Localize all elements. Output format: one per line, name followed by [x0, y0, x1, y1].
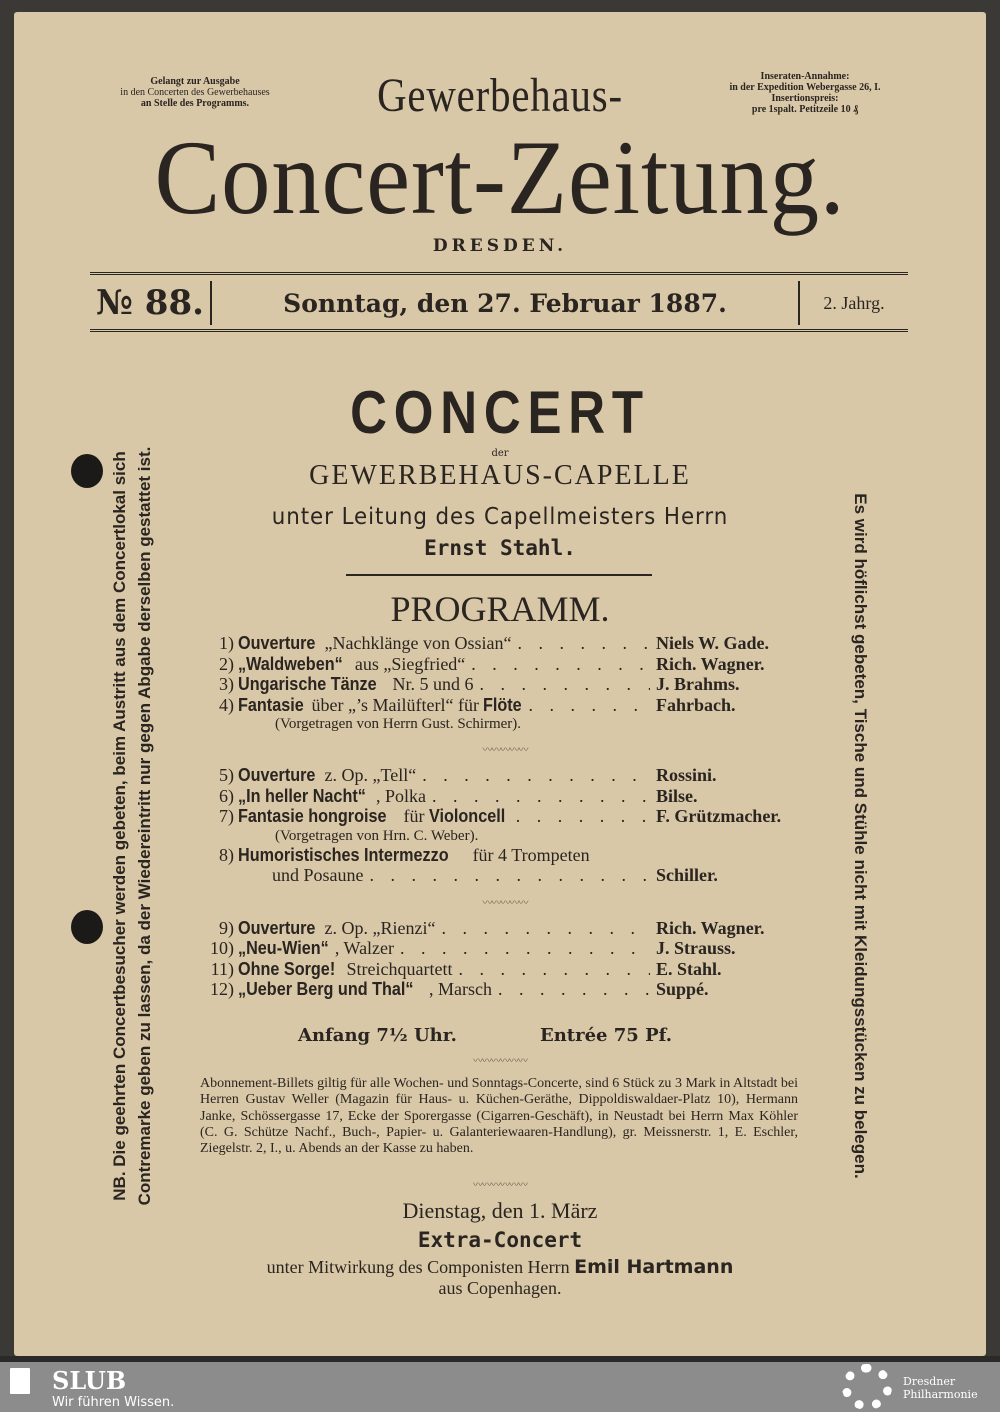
concert-title: CONCERT [350, 379, 650, 446]
side-note-left-2: Contremarke geben zu lassen, da der Wiedereintritt nur gegen Abgabe derselben gestattet ist. [135, 446, 154, 1206]
note-line: pre 1spalt. Petitzeile 10 ₰ [751, 104, 859, 115]
slub-book-icon [10, 1368, 30, 1394]
composer: Niels W. Gade. [656, 633, 770, 653]
side-note-right: Es wird höflichst gebeten, Tische und Stühle nicht mit Kleidungsstücken zu belegen. [851, 493, 870, 1179]
entrance-price: Entrée 75 Pf. [540, 1025, 672, 1046]
item-title [238, 654, 650, 675]
dot-leader [510, 806, 650, 827]
item-title [238, 633, 650, 654]
program-item [200, 979, 810, 1000]
next-concert-line [190, 1256, 810, 1278]
mitwirkung-text: unter Mitwirkung des Componisten Herrn [266, 1257, 570, 1277]
partner-logo[interactable] [903, 1375, 978, 1401]
item-number: 8) [219, 844, 234, 865]
work-title: „In heller Nacht“ [238, 785, 366, 806]
composer: J. Strauss. [656, 938, 736, 958]
slub-logo[interactable]: SLUB [52, 1366, 127, 1395]
item-number: 5) [219, 765, 234, 785]
program-item [200, 959, 810, 980]
work-title: Ouverture [238, 917, 316, 938]
item-title [238, 918, 650, 939]
note-line: Inseraten-Annahme: [760, 71, 850, 82]
program-item [200, 765, 810, 786]
work-title: Fantasie hongroise [238, 806, 387, 826]
next-concert-origin: aus Copenhagen. [438, 1278, 562, 1298]
note-line: in den Concerten des Gewerbehauses [120, 87, 270, 98]
work-title: Humoristisches Intermezzo [238, 844, 449, 865]
work-detail: aus „Siegfried“ [350, 653, 466, 674]
note-line: Gelangt zur Ausgabe [150, 76, 240, 87]
program-item [200, 806, 810, 827]
item-number: 1) [219, 633, 234, 653]
item-title [238, 845, 650, 866]
dot-leader [394, 938, 650, 959]
program-item [200, 674, 810, 695]
work-title: „Waldweben“ [238, 653, 343, 674]
work-detail: über „’s Mailüfterl“ für [307, 694, 484, 715]
dot-leader [452, 959, 650, 980]
dot-leader [465, 654, 650, 675]
work-detail: für 4 Trompeten [468, 844, 590, 865]
work-detail: für [399, 806, 430, 826]
work-detail: , Marsch [429, 979, 493, 999]
issue-year: 2. Jahrg. [823, 292, 885, 313]
ornament-divider: 〰〰〰〰〰〰 [473, 1180, 527, 1191]
item-title [238, 959, 650, 980]
leitung-line: unter Leitung des Capellmeisters Herrn [271, 504, 729, 530]
program-item [200, 918, 810, 939]
item-title [238, 695, 650, 716]
item-title [238, 786, 650, 807]
program-item [200, 938, 810, 959]
item-number: 6) [219, 785, 234, 806]
composer: Rossini. [656, 765, 717, 785]
composer: Rich. Wagner. [656, 653, 765, 674]
issue-date: Sonntag, den 27. Februar 1887. [283, 288, 727, 318]
program-list [200, 633, 810, 1000]
side-note-left-1: NB. Die geehrten Concertbesucher werden gebeten, beim Austritt aus dem Concertlokal sich [110, 451, 129, 1201]
punch-hole [71, 454, 103, 488]
masthead-title: Concert-Zeitung. [154, 119, 846, 236]
program-item [200, 845, 810, 866]
performer-note: (Vorgetragen von Herrn Gust. Schirmer). [275, 716, 522, 732]
dot-leader [426, 786, 650, 807]
philharmonie-logo-icon [842, 1364, 892, 1410]
issue-bar [90, 272, 908, 332]
work-title: „Neu-Wien“ [238, 938, 329, 958]
work-detail: z. Op. „Rienzi“ [320, 917, 436, 938]
concert-der: der [491, 448, 509, 459]
note-line: an Stelle des Programms. [140, 98, 250, 109]
dot-leader [435, 918, 650, 939]
composer [650, 845, 810, 866]
issue-number: № 88. [96, 283, 204, 323]
dot-leader [492, 979, 650, 1000]
orchestra-name: GEWERBEHAUS-CAPELLE [309, 460, 691, 491]
item-number: 3) [219, 674, 234, 694]
item-title [238, 674, 650, 695]
work-title: Violoncell [429, 806, 506, 826]
programm-heading: PROGRAMM. [390, 589, 610, 629]
work-detail: „Nachklänge von Ossian“ [320, 633, 512, 653]
abonnement-text: Abonnement-Billets giltig für alle Wochen- und Sonntags-Concerte, sind 6 Stück zu 3 Mark in Altstadt bei Herren Gustav Weller (Magazin für Haus- u. Küchen-Geräthe, Dippoldiswaldaer-Platz 10), Hermann Janke, Schössergasse 17, Ecke der Sporergasse (Cigarren-Geschäft), in Neustadt bei Herrn Max Köhler (C. G. Schütze Nachf., Buch-, Papier- u. Galanteriewaaren-Handlung), gr. Meissnerstr. 1, E. Eschler, Ziegelstr. 2, I., u. Abends an der Kasse zu haben. [200, 1076, 798, 1157]
item-title [238, 938, 650, 959]
partner-name-line: Dresdner [903, 1375, 956, 1388]
composer: Rich. Wagner. [656, 917, 765, 938]
composer: Schiller. [656, 865, 718, 885]
dot-leader [522, 695, 650, 716]
left-header-note [100, 76, 290, 109]
note-line: Insertionspreis: [771, 93, 839, 104]
next-concert-date: Dienstag, den 1. März [402, 1198, 598, 1223]
slub-tagline: Wir führen Wissen. [52, 1395, 175, 1410]
item-title [238, 979, 650, 1000]
item-number: 11) [210, 958, 234, 979]
work-detail: und Posaune [272, 865, 364, 885]
item-number [200, 865, 238, 886]
item-number: 4) [219, 694, 234, 715]
program-item [200, 633, 810, 654]
dot-leader [416, 765, 650, 786]
program-item [200, 654, 810, 675]
item-number: 9) [219, 917, 234, 938]
start-time: Anfang 7½ Uhr. [298, 1025, 457, 1046]
composer: E. Stahl. [656, 958, 722, 979]
work-detail: z. Op. „Tell“ [320, 765, 417, 785]
work-title: Ouverture [238, 633, 316, 653]
divider [346, 574, 652, 576]
composer: Suppé. [656, 979, 709, 999]
next-concert-title: Extra-Concert [417, 1228, 583, 1252]
item-title [238, 765, 650, 786]
item-number: 7) [219, 806, 234, 826]
ornament-divider: 〰〰〰〰〰 [482, 897, 528, 909]
composer: Bilse. [656, 785, 698, 806]
footer-bar [0, 1362, 1000, 1412]
performer-note: (Vorgetragen von Hrn. C. Weber). [275, 827, 479, 844]
ornament-divider: 〰〰〰〰〰 [482, 745, 528, 756]
work-detail: Nr. 5 und 6 [388, 674, 474, 694]
work-title: Ouverture [238, 765, 316, 785]
ornament-divider: 〰〰〰〰〰〰 [473, 1056, 527, 1067]
punch-hole [71, 910, 103, 944]
program-item-continued [200, 865, 810, 886]
work-title: „Ueber Berg und Thal“ [238, 979, 414, 999]
work-detail: , Polka [376, 785, 427, 806]
masthead-line1: Gewerbehaus- [377, 69, 623, 122]
conductor-name: Ernst Stahl. [424, 536, 576, 560]
work-detail: , Walzer [334, 938, 395, 958]
work-title: Ungarische Tänze [238, 674, 377, 694]
work-detail: Streichquartett [342, 958, 453, 979]
right-header-note [705, 71, 905, 115]
program-item [200, 695, 810, 716]
dot-leader [364, 865, 651, 886]
note-line: in der Expedition Webergasse 26, I. [729, 82, 881, 93]
composer: J. Brahms. [656, 674, 740, 694]
composer: Fahrbach. [656, 694, 736, 715]
program-item [200, 786, 810, 807]
dot-leader [474, 674, 650, 695]
item-number: 10) [210, 938, 234, 958]
masthead-city: DRESDEN. [432, 236, 568, 256]
composer: F. Grützmacher. [656, 806, 782, 826]
work-title: Ohne Sorge! [238, 958, 336, 979]
work-title: Fantasie [238, 694, 304, 715]
item-number: 2) [219, 653, 234, 674]
item-title [238, 865, 650, 886]
composer-name: Emil Hartmann [574, 1256, 734, 1278]
item-number: 12) [210, 979, 234, 999]
item-title [238, 806, 650, 827]
partner-name-line: Philharmonie [903, 1388, 978, 1401]
work-title: Flöte [483, 694, 523, 715]
dot-leader [511, 633, 650, 654]
